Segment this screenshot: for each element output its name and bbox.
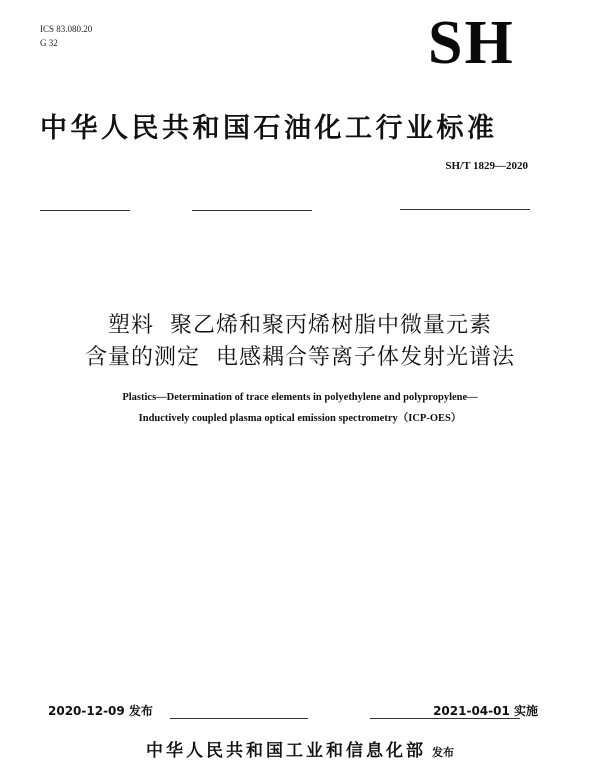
issuer-name: 中华人民共和国工业和信息化部	[146, 741, 426, 761]
divider	[192, 210, 312, 211]
title-cn-line2: 含量的测定 电感耦合等离子体发射光谱法	[85, 345, 515, 370]
title-en-line1: Plastics—Determination of trace elements in polyethylene and polypropylene—	[122, 392, 478, 403]
classification-code: G 32	[40, 38, 58, 48]
title-en-line2: Inductively coupled plasma optical emission spectrometry（ICP-OES）	[138, 413, 462, 424]
divider	[400, 209, 530, 210]
divider	[40, 210, 130, 211]
divider	[170, 718, 308, 719]
ics-code: ICS 83.080.20	[40, 24, 93, 34]
implementation-date: 2021-04-01 实施	[433, 704, 538, 718]
standard-number: SH/T 1829—2020	[445, 160, 528, 172]
issuer	[0, 736, 600, 761]
standard-title: 中华人民共和国石油化工行业标准	[40, 113, 498, 144]
issuer-suffix: 发布	[432, 746, 454, 759]
standard-logo: SH	[428, 9, 515, 77]
issue-date: 2020-12-09 发布	[48, 704, 153, 718]
title-cn-line1: 塑料 聚乙烯和聚丙烯树脂中微量元素	[108, 313, 492, 338]
